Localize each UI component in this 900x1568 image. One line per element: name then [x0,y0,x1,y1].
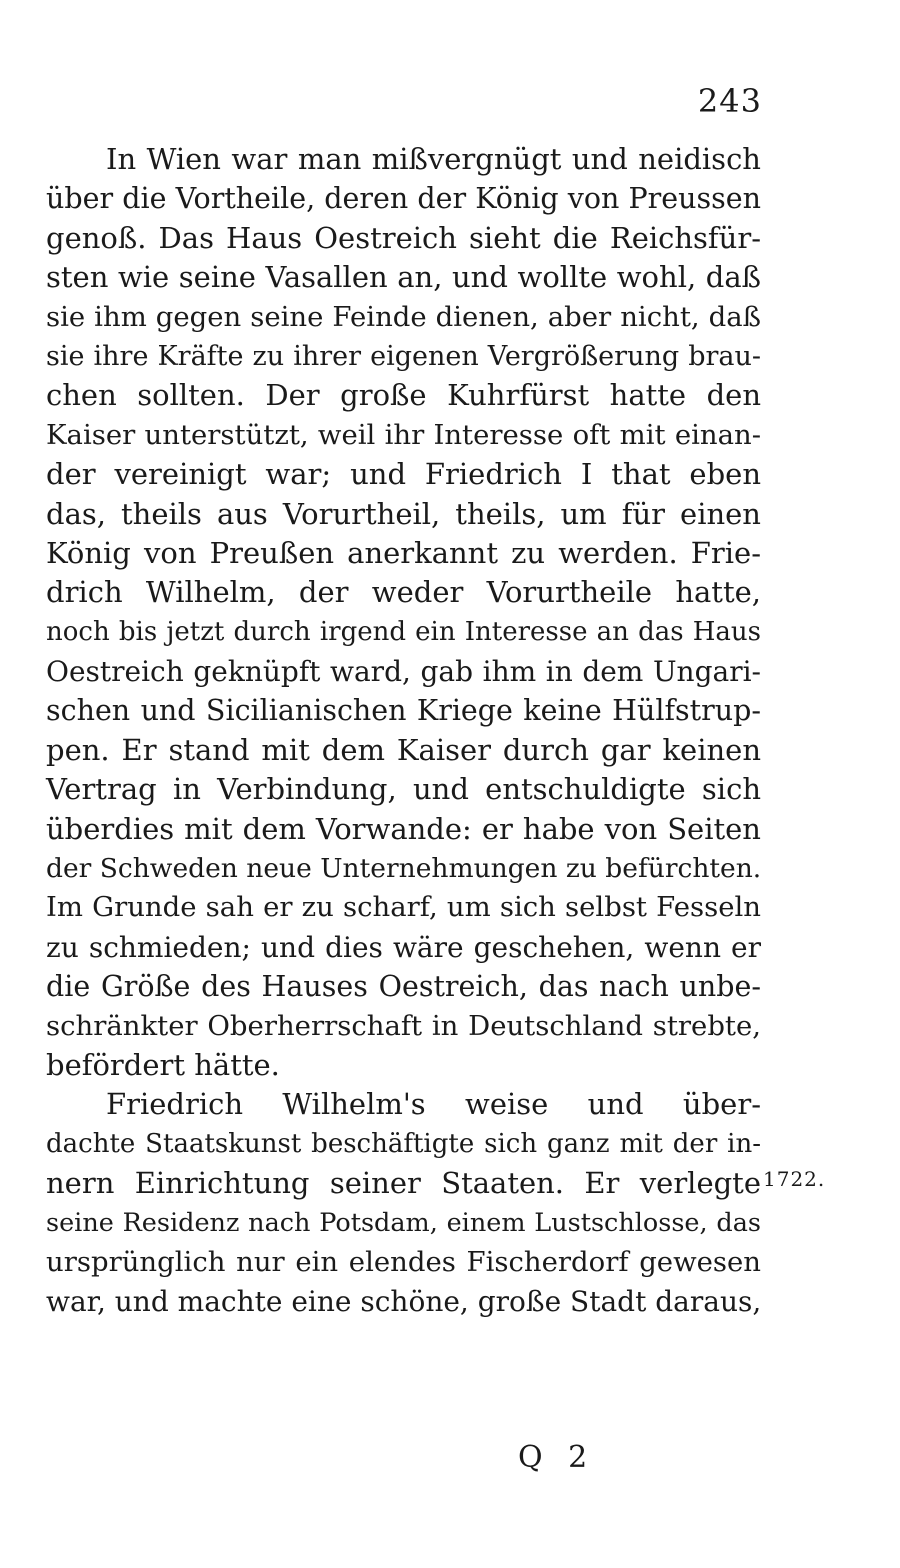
text-line: noch bis jetzt durch irgend ein Interesse an das Haus [46,616,761,647]
text-line: schen und Sicilianischen Kriege keine Hülfstrup- [46,694,761,728]
text-line: die Größe des Hauses Oestreich, das nach unbe- [46,970,761,1004]
text-line: In Wien war man mißvergnügt und neidisch [106,142,761,176]
text-line: sie ihm gegen seine Feinde dienen, aber nicht, daß [46,300,761,333]
text-line: Friedrich Wilhelm's weise und über- [106,1087,761,1122]
text-line: war, und machte eine schöne, große Stadt daraus, [46,1285,762,1319]
text-line: das, theils aus Vorurtheil, theils, um für einen [46,496,761,531]
signature-mark: Q 2 [518,1440,596,1475]
text-line: befördert hätte. [46,1047,280,1082]
margin-year-note: 1722. [763,1167,826,1191]
text-line: Kaiser unterstützt, weil ihr Interesse oft mit einan- [46,418,761,451]
text-line: drich Wilhelm, der weder Vorurtheile hatte, [46,575,761,610]
text-line: der vereinigt war; und Friedrich I that eben [46,457,761,492]
text-line: dachte Staatskunst beschäftigte sich ganz mit der in- [46,1128,761,1159]
text-line: sie ihre Kräfte zu ihrer eigenen Vergrößerung brau- [46,340,761,372]
text-line: ursprünglich nur ein elendes Fischerdorf gewesen [46,1245,761,1278]
text-line: Oestreich geknüpft ward, gab ihm in dem Ungari- [46,655,761,689]
text-line: zu schmieden; und dies wäre geschehen, wenn er [46,930,761,964]
page-number: 243 [697,82,762,120]
text-line: über die Vortheile, deren der König von Preussen [46,182,761,216]
text-line: König von Preußen anerkannt zu werden. Frie- [46,535,761,570]
text-line: nern Einrichtung seiner Staaten. Er verlegte [46,1166,761,1201]
text-line: genoß. Das Haus Oestreich sieht die Reichsfür- [46,220,761,255]
body-text [46,140,761,1322]
text-line: chen sollten. Der große Kuhrfürst hatte den [46,378,761,413]
text-line: überdies mit dem Vorwande: er habe von Seiten [46,811,761,846]
text-line: sten wie seine Vasallen an, und wollte wohl, daß [46,260,761,295]
text-line: der Schweden neue Unternehmungen zu befürchten. [46,853,762,885]
text-line: schränkter Oberherrschaft in Deutschland strebte, [46,1009,761,1042]
text-line: seine Residenz nach Potsdam, einem Lustschlosse, das [46,1207,761,1238]
text-line: Im Grunde sah er zu scharf, um sich selbst Fesseln [46,891,761,924]
text-line: pen. Er stand mit dem Kaiser durch gar keinen [46,732,761,767]
text-line: Vertrag in Verbindung, und entschuldigte sich [46,772,761,807]
